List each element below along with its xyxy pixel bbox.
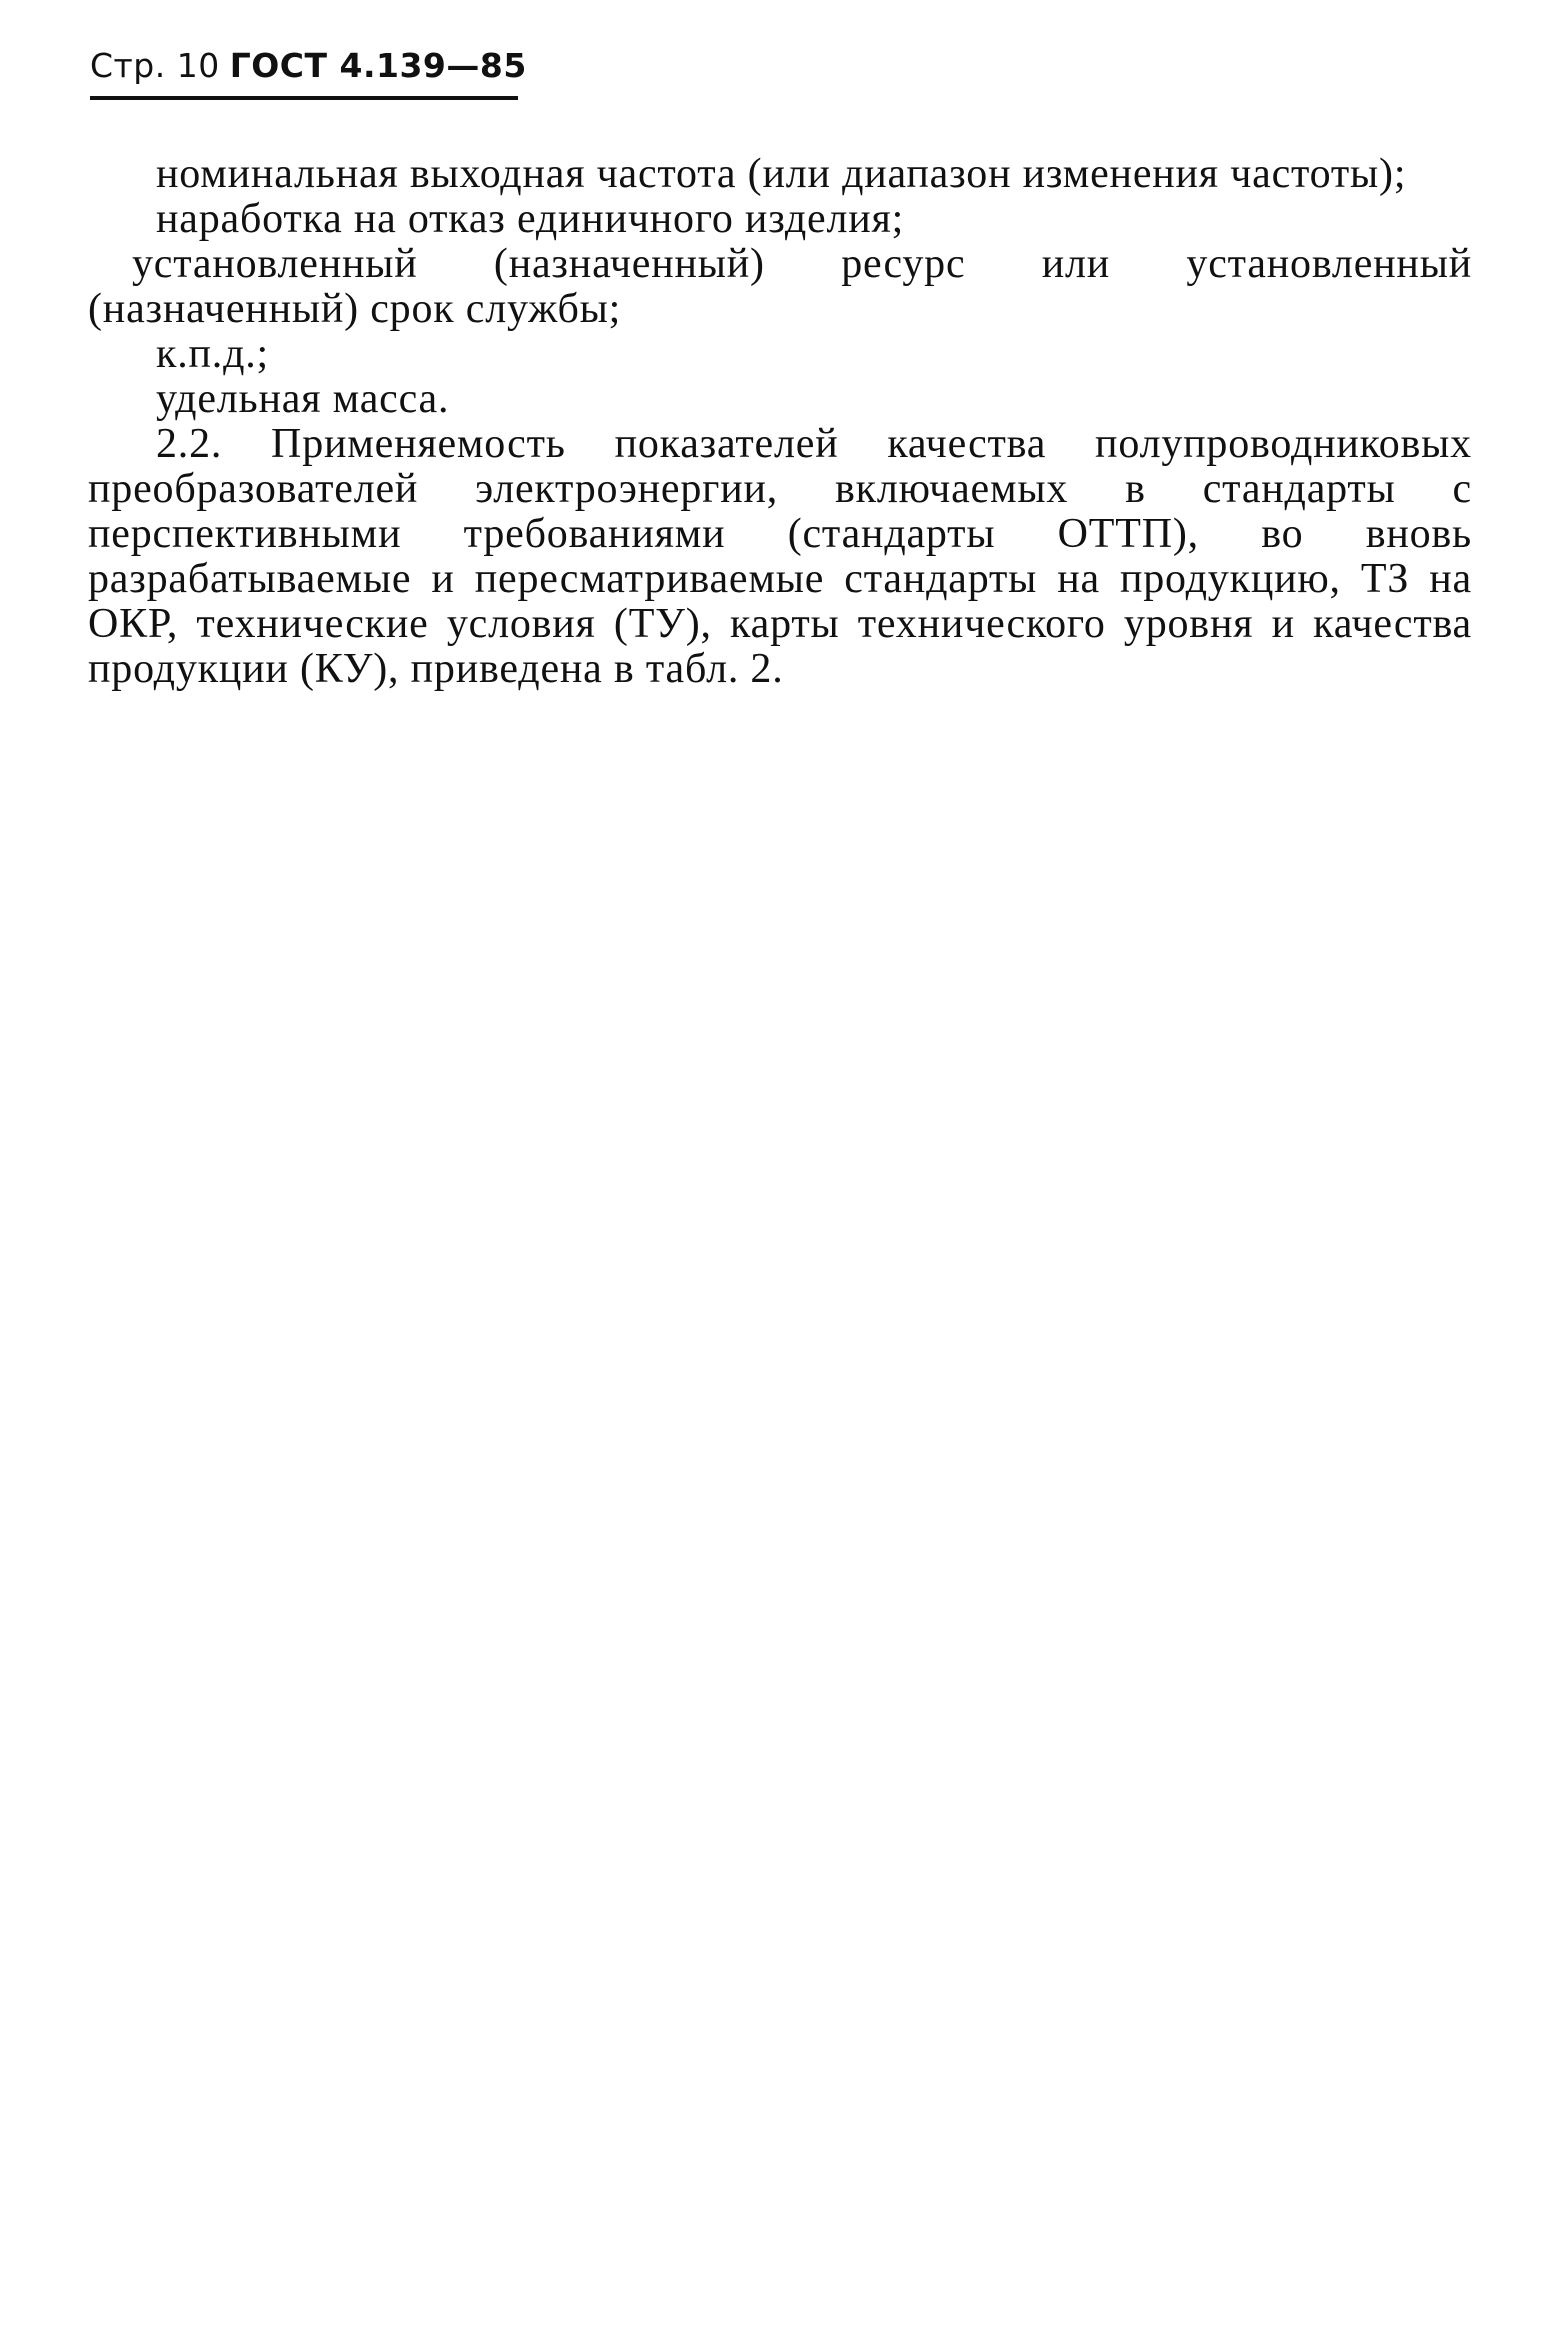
paragraph-service-life: установленный (назначенный) ресурс или установленный (назначенный) срок службы; [88, 241, 1472, 332]
page-number: Стр. 10 [90, 46, 220, 85]
paragraph-output-frequency: номинальная выходная частота (или диапазон изменения частоты); [156, 151, 1407, 197]
running-header [90, 46, 527, 86]
paragraph-efficiency: к.п.д.; [156, 331, 270, 377]
paragraph-mtbf: наработка на отказ единичного изделия; [156, 196, 905, 242]
standard-designation: ГОСТ 4.139—85 [229, 46, 527, 85]
document-body [88, 152, 1472, 692]
paragraph-specific-mass: удельная масса. [156, 376, 450, 422]
header-rule [90, 96, 518, 100]
paragraph-applicability: 2.2. Применяемость показателей качества полупроводниковых преобразователей электроэнергии, включаемых в стандарты с перспективными требованиями (стандарты ОТТП), во вновь разрабатываемые и пересматриваемые стандарты на продукцию, ТЗ на ОКР, технические условия (ТУ), карты технического уровня и качества продукции (КУ), приведена в табл. 2. [88, 421, 1472, 692]
